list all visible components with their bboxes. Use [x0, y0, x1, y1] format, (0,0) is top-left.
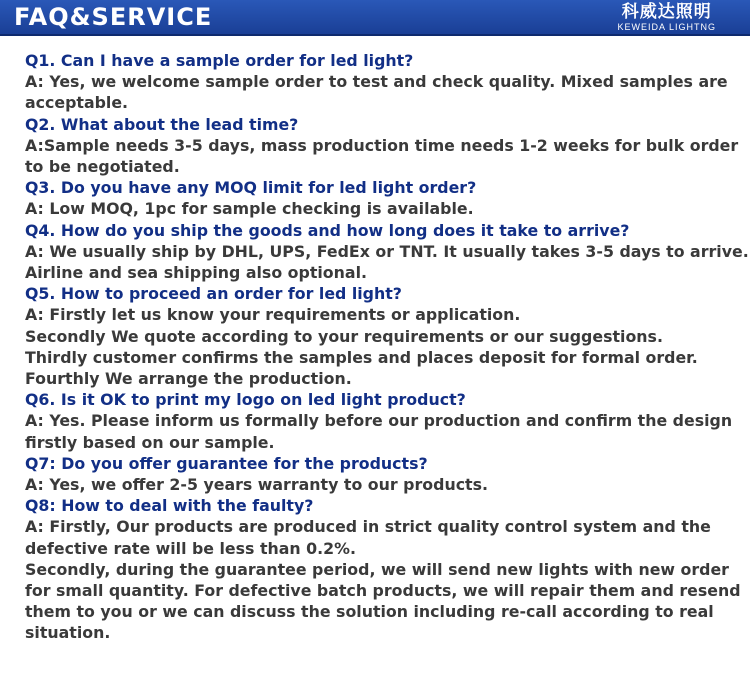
page-title: FAQ&SERVICE	[14, 3, 213, 31]
faq-question-4: Q4. How do you ship the goods and how long does it take to arrive?	[25, 220, 630, 240]
faq-answer-7: A: Yes, we offer 2-5 years warranty to our products.	[25, 475, 489, 495]
faq-question-1: Q1. Can I have a sample order for led light?	[25, 51, 414, 70]
faq-answer-5-step-4: Fourthly We arrange the production.	[25, 369, 352, 389]
faq-question-5: Q5. How to proceed an order for led light?	[25, 284, 402, 304]
faq-question-3: Q3. Do you have any MOQ limit for led light order?	[25, 178, 477, 198]
faq-answer-8-part-2: Secondly, during the guarantee period, we will send new lights with new order for small quantity. For defective batch products, we will repair them and resend them to you or we can discuss the solution including re-call according to real situation.	[25, 559, 741, 643]
brand-logo	[617, 3, 716, 32]
faq-answer-5-step-3: Thirdly customer confirms the samples and places deposit for formal order.	[25, 347, 698, 367]
faq-answer-5-step-1: A: Firstly let us know your requirements or application.	[25, 305, 521, 325]
faq-question-6: Q6. Is it OK to print my logo on led light product?	[25, 390, 466, 410]
faq-answer-8-part-1: A: Firstly, Our products are produced in strict quality control system and the defective rate will be less than 0.2%.	[25, 517, 711, 558]
faq-answer-3: A: Low MOQ, 1pc for sample checking is available.	[25, 199, 474, 219]
brand-name-chinese: 科威达照明	[621, 2, 712, 22]
faq-answer-4: A: We usually ship by DHL, UPS, FedEx or TNT. It usually takes 3-5 days to arrive. Airline and sea shipping also optional.	[25, 241, 749, 283]
faq-answer-1: A: Yes, we welcome sample order to test and check quality. Mixed samples are acceptable.	[25, 72, 728, 113]
faq-answer-2: A:Sample needs 3-5 days, mass production time needs 1-2 weeks for bulk order to be negotiated.	[25, 135, 739, 177]
faq-answer-6: A: Yes. Please inform us formally before our production and confirm the design firstly based on our sample.	[25, 411, 733, 452]
faq-list	[0, 50, 750, 644]
header-banner	[0, 0, 750, 36]
header-divider	[0, 34, 750, 36]
faq-question-7: Q7: Do you offer guarantee for the products?	[25, 453, 428, 473]
brand-name-english: KEWEIDA LIGHTNG	[617, 22, 716, 32]
faq-question-8: Q8: How to deal with the faulty?	[25, 496, 314, 516]
faq-answer-5-step-2: Secondly We quote according to your requirements or our suggestions.	[25, 326, 663, 346]
faq-question-2: Q2. What about the lead time?	[25, 114, 299, 134]
